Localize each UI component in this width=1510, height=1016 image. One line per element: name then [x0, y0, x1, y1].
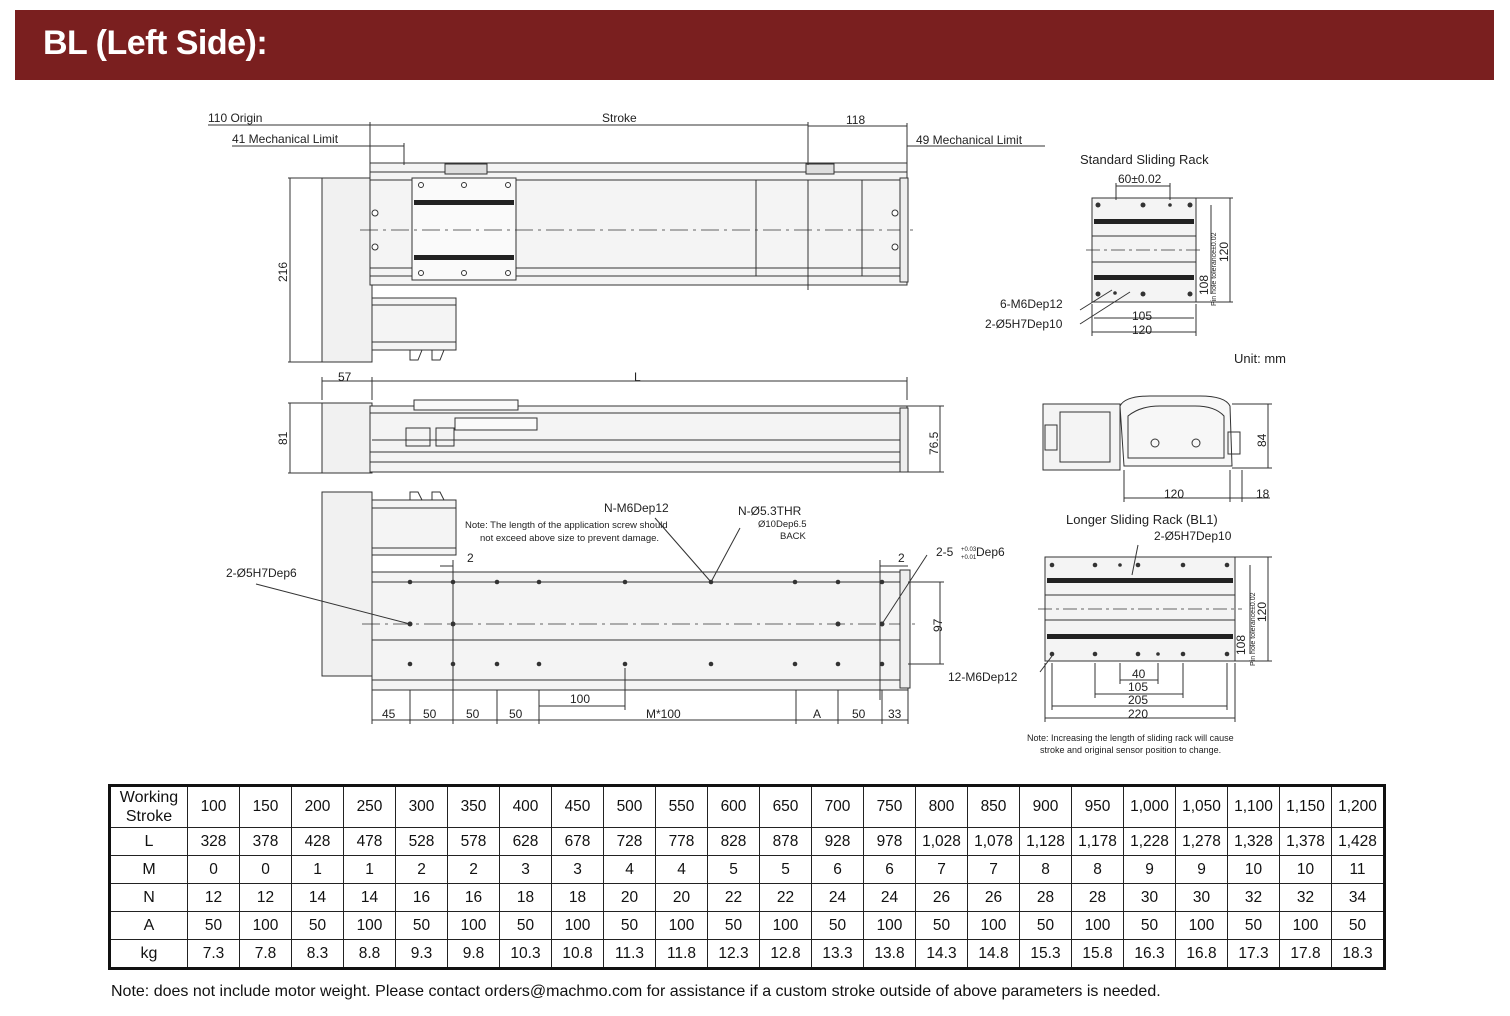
table-cell: 12: [240, 884, 292, 912]
callout-n-m6: N-M6Dep12: [604, 501, 669, 515]
table-row: [110, 940, 1385, 969]
table-cell: 14: [344, 884, 396, 912]
std-dim-2pin: 2-Ø5H7Dep10: [985, 317, 1063, 331]
table-cell: 28: [1020, 884, 1072, 912]
table-cell: 1,228: [1124, 828, 1176, 856]
table-cell: 16.8: [1176, 940, 1228, 969]
long-dim-120: 120: [1255, 601, 1269, 622]
table-cell: 1,128: [1020, 828, 1072, 856]
table-cell: 100: [864, 912, 916, 940]
table-cell: 16: [396, 884, 448, 912]
std-pin-tol: Pin hole tolerance±0.02: [1211, 232, 1218, 306]
table-cell: 1,078: [968, 828, 1020, 856]
table-cell: 100: [1072, 912, 1124, 940]
table-cell: 13.8: [864, 940, 916, 969]
table-cell: 22: [708, 884, 760, 912]
table-cell: 18: [552, 884, 604, 912]
mech-limit-left: 41 Mechanical Limit: [232, 132, 339, 146]
long-dim-205: 205: [1128, 693, 1149, 707]
end-dim-120: 120: [1164, 487, 1185, 501]
table-cell: 500: [604, 786, 656, 828]
table-cell: 11: [1332, 856, 1385, 884]
standard-rack-title: Standard Sliding Rack: [1080, 152, 1209, 167]
table-cell: 628: [500, 828, 552, 856]
table-cell: 250: [344, 786, 396, 828]
table-cell: 50: [1020, 912, 1072, 940]
table-cell: 5: [708, 856, 760, 884]
table-cell: 10.3: [500, 940, 552, 969]
table-cell: 578: [448, 828, 500, 856]
table-cell: 2: [396, 856, 448, 884]
table-row: [110, 828, 1385, 856]
table-cell: 100: [240, 912, 292, 940]
dim-81: 81: [276, 431, 290, 445]
long-pin-tol: Pin hole tolerance±0.02: [1250, 592, 1257, 666]
callout-n-thr: N-Ø5.3THR: [738, 504, 802, 518]
table-cell: 3: [500, 856, 552, 884]
table-cell: 14.8: [968, 940, 1020, 969]
table-cell: 28: [1072, 884, 1124, 912]
table-cell: 300: [396, 786, 448, 828]
table-row: [110, 786, 1385, 828]
table-cell: 15.8: [1072, 940, 1124, 969]
std-dim-120w: 120: [1132, 323, 1153, 337]
table-cell: 50: [916, 912, 968, 940]
table-cell: 1,050: [1176, 786, 1228, 828]
table-cell: 1,428: [1332, 828, 1385, 856]
table-cell: 9.8: [448, 940, 500, 969]
table-cell: 1,200: [1332, 786, 1385, 828]
table-cell: 26: [916, 884, 968, 912]
dim-2-left: 2: [467, 551, 474, 565]
table-cell: 100: [188, 786, 240, 828]
row-header: M: [110, 856, 188, 884]
table-cell: 1: [344, 856, 396, 884]
page-title: BL (Left Side):: [43, 24, 268, 62]
std-dim-6m6: 6-M6Dep12: [1000, 297, 1063, 311]
dim-m100: M*100: [646, 707, 681, 721]
unit-label: Unit: mm: [1234, 351, 1286, 366]
table-cell: 100: [656, 912, 708, 940]
table-cell: 600: [708, 786, 760, 828]
row-header: N: [110, 884, 188, 912]
callout-pin-right: 2-5: [936, 545, 954, 559]
table-cell: 18.3: [1332, 940, 1385, 969]
table-cell: 928: [812, 828, 864, 856]
std-dim-120h: 120: [1217, 241, 1231, 262]
table-cell: 50: [188, 912, 240, 940]
side-view: [288, 377, 944, 473]
dim-2-right: 2: [898, 551, 905, 565]
table-cell: 9.3: [396, 940, 448, 969]
dim-45: 45: [382, 707, 396, 721]
table-cell: 20: [656, 884, 708, 912]
long-dim-108: 108: [1234, 634, 1248, 655]
table-cell: 50: [500, 912, 552, 940]
table-cell: 400: [500, 786, 552, 828]
table-cell: 478: [344, 828, 396, 856]
table-cell: 5: [760, 856, 812, 884]
dim-76-5: 76.5: [927, 431, 941, 455]
table-cell: 7.8: [240, 940, 292, 969]
table-cell: 11.8: [656, 940, 708, 969]
table-cell: 24: [864, 884, 916, 912]
row-header: kg: [110, 940, 188, 969]
table-cell: 30: [1124, 884, 1176, 912]
dim-50-c: 50: [509, 707, 523, 721]
table-cell: 32: [1280, 884, 1332, 912]
dim-50-b: 50: [466, 707, 480, 721]
row-header: A: [110, 912, 188, 940]
std-dim-105: 105: [1132, 309, 1153, 323]
callout-pin-right-suffix: Dep6: [976, 545, 1005, 559]
table-cell: 1,278: [1176, 828, 1228, 856]
table-cell: 900: [1020, 786, 1072, 828]
dim-216: 216: [276, 261, 290, 282]
table-cell: 8: [1072, 856, 1124, 884]
screw-note-2: not exceed above size to prevent damage.: [480, 533, 660, 544]
table-cell: 4: [656, 856, 708, 884]
table-cell: 700: [812, 786, 864, 828]
table-cell: 20: [604, 884, 656, 912]
table-cell: 10: [1280, 856, 1332, 884]
table-cell: 100: [1280, 912, 1332, 940]
dim-57: 57: [338, 370, 352, 384]
table-cell: 100: [552, 912, 604, 940]
table-cell: 828: [708, 828, 760, 856]
table-cell: 528: [396, 828, 448, 856]
table-cell: 450: [552, 786, 604, 828]
table-cell: 50: [1332, 912, 1385, 940]
table-cell: 12.8: [760, 940, 812, 969]
longer-rack-title: Longer Sliding Rack (BL1): [1066, 512, 1218, 527]
table-cell: 50: [604, 912, 656, 940]
table-cell: 6: [812, 856, 864, 884]
table-cell: 9: [1176, 856, 1228, 884]
table-cell: 50: [292, 912, 344, 940]
table-cell: 50: [396, 912, 448, 940]
table-cell: 17.8: [1280, 940, 1332, 969]
table-cell: 12.3: [708, 940, 760, 969]
long-dim-2pin: 2-Ø5H7Dep10: [1154, 529, 1232, 543]
table-cell: 10: [1228, 856, 1280, 884]
table-cell: 0: [240, 856, 292, 884]
table-cell: 428: [292, 828, 344, 856]
table-cell: 350: [448, 786, 500, 828]
long-dim-12m6: 12-M6Dep12: [948, 670, 1018, 684]
table-cell: 34: [1332, 884, 1385, 912]
row-header: Working Stroke: [110, 786, 188, 828]
table-cell: 0: [188, 856, 240, 884]
table-cell: 1,150: [1280, 786, 1332, 828]
dim-33: 33: [888, 707, 902, 721]
spec-table: [108, 784, 1386, 970]
dim-50-a: 50: [423, 707, 437, 721]
dim-97: 97: [931, 618, 945, 632]
table-cell: 15.3: [1020, 940, 1072, 969]
table-row: [110, 884, 1385, 912]
callout-back-1: Ø10Dep6.5: [758, 519, 807, 530]
dim-A: A: [813, 707, 822, 721]
long-dim-105: 105: [1128, 680, 1149, 694]
table-cell: 800: [916, 786, 968, 828]
table-cell: 7.3: [188, 940, 240, 969]
longer-rack-drawing: [1038, 545, 1272, 722]
table-cell: 14.3: [916, 940, 968, 969]
end-dim-84: 84: [1255, 433, 1269, 447]
table-cell: 978: [864, 828, 916, 856]
table-cell: 100: [1176, 912, 1228, 940]
longer-rack-note-2: stroke and original sensor position to change.: [1040, 745, 1222, 755]
table-cell: 778: [656, 828, 708, 856]
dim-50-d: 50: [852, 707, 866, 721]
table-cell: 16: [448, 884, 500, 912]
table-cell: 24: [812, 884, 864, 912]
table-cell: 10.8: [552, 940, 604, 969]
table-cell: 100: [344, 912, 396, 940]
table-cell: 16.3: [1124, 940, 1176, 969]
table-cell: 50: [812, 912, 864, 940]
table-cell: 7: [968, 856, 1020, 884]
table-row: [110, 912, 1385, 940]
table-cell: 950: [1072, 786, 1124, 828]
table-cell: 4: [604, 856, 656, 884]
table-cell: 1,000: [1124, 786, 1176, 828]
table-cell: 678: [552, 828, 604, 856]
mech-limit-right: 49 Mechanical Limit: [916, 133, 1023, 147]
end-dim-18: 18: [1256, 487, 1270, 501]
table-cell: 8: [1020, 856, 1072, 884]
table-cell: 650: [760, 786, 812, 828]
table-cell: 50: [1124, 912, 1176, 940]
std-dim-60: 60±0.02: [1118, 172, 1162, 186]
table-cell: 1,328: [1228, 828, 1280, 856]
table-cell: 100: [448, 912, 500, 940]
table-cell: 7: [916, 856, 968, 884]
longer-rack-note-1: Note: Increasing the length of sliding rack will cause: [1027, 733, 1234, 743]
table-cell: 50: [1228, 912, 1280, 940]
table-cell: 18: [500, 884, 552, 912]
long-dim-220: 220: [1128, 707, 1149, 721]
table-cell: 878: [760, 828, 812, 856]
origin-label: 110 Origin: [208, 111, 263, 125]
table-cell: 100: [968, 912, 1020, 940]
table-cell: 50: [708, 912, 760, 940]
table-cell: 17.3: [1228, 940, 1280, 969]
table-cell: 1,178: [1072, 828, 1124, 856]
callout-pin-right-tol-top: +0.03: [961, 547, 977, 553]
table-cell: 750: [864, 786, 916, 828]
table-cell: 8.3: [292, 940, 344, 969]
table-cell: 200: [292, 786, 344, 828]
table-cell: 14: [292, 884, 344, 912]
callout-pin-right-tol-bot: +0.01: [961, 555, 977, 561]
table-cell: 3: [552, 856, 604, 884]
table-cell: 1,028: [916, 828, 968, 856]
table-cell: 728: [604, 828, 656, 856]
callout-pin-left: 2-Ø5H7Dep6: [226, 566, 297, 580]
table-cell: 32: [1228, 884, 1280, 912]
table-cell: 1,378: [1280, 828, 1332, 856]
table-cell: 8.8: [344, 940, 396, 969]
table-cell: 11.3: [604, 940, 656, 969]
long-dim-40: 40: [1132, 667, 1146, 681]
table-cell: 100: [760, 912, 812, 940]
table-cell: 6: [864, 856, 916, 884]
table-cell: 328: [188, 828, 240, 856]
table-cell: 850: [968, 786, 1020, 828]
row-header: L: [110, 828, 188, 856]
top-view: [208, 122, 1045, 362]
dim-L: L: [634, 370, 641, 384]
table-cell: 1,100: [1228, 786, 1280, 828]
std-dim-108: 108: [1197, 274, 1211, 295]
table-cell: 378: [240, 828, 292, 856]
table-cell: 2: [448, 856, 500, 884]
table-cell: 13.3: [812, 940, 864, 969]
dim-100: 100: [570, 692, 591, 706]
footer-note: Note: does not include motor weight. Please contact orders@machmo.com for assistance if a custom stroke outside of above parameters is needed.: [111, 983, 1161, 1000]
stroke-label: Stroke: [602, 111, 637, 125]
table-cell: 22: [760, 884, 812, 912]
table-cell: 550: [656, 786, 708, 828]
table-cell: 150: [240, 786, 292, 828]
dim-118: 118: [846, 113, 866, 127]
table-cell: 1: [292, 856, 344, 884]
table-cell: 12: [188, 884, 240, 912]
table-cell: 30: [1176, 884, 1228, 912]
end-view: [1043, 396, 1272, 502]
screw-note-1: Note: The length of the application screw should: [465, 520, 668, 531]
table-cell: 9: [1124, 856, 1176, 884]
table-cell: 26: [968, 884, 1020, 912]
table-row: [110, 856, 1385, 884]
callout-back-2: BACK: [780, 531, 806, 542]
